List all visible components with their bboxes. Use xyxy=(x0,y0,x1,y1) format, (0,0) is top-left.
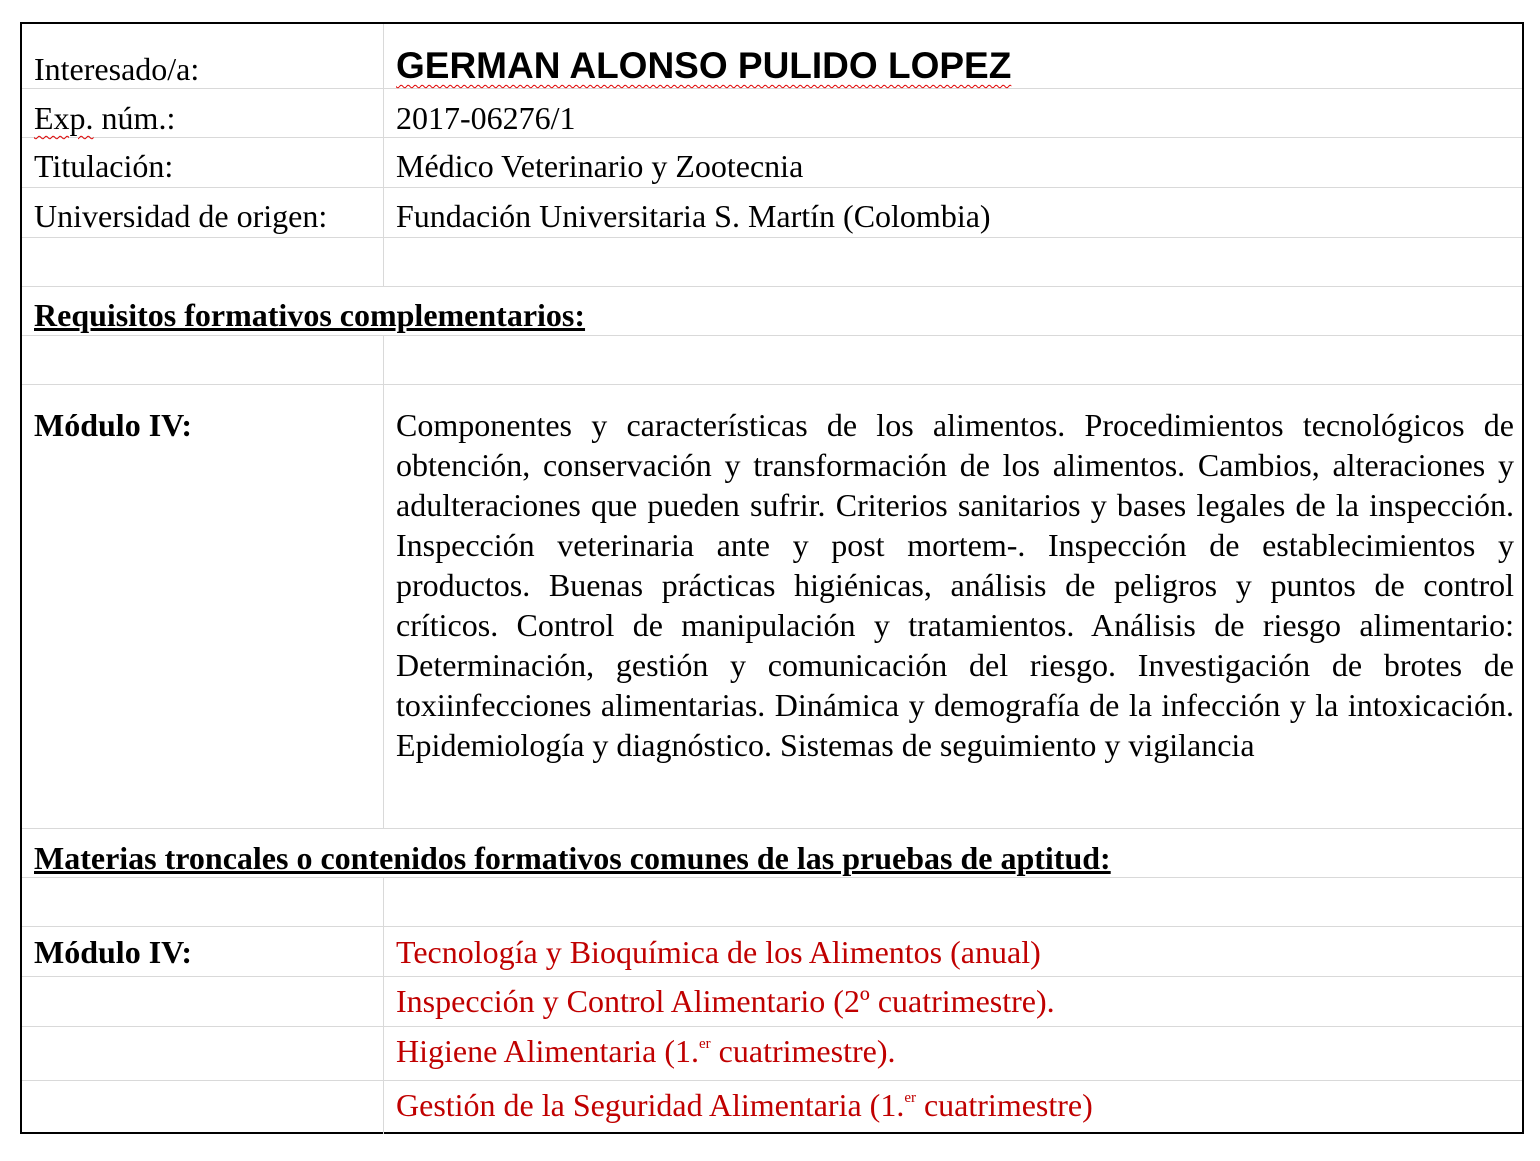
row-materia xyxy=(22,1081,1522,1134)
titulacion-value: Médico Veterinario y Zootecnia xyxy=(396,148,804,184)
row-interesado xyxy=(22,24,1522,89)
expediente-label: Exp. núm.: xyxy=(34,100,176,136)
interesado-label: Interesado/a: xyxy=(34,51,200,87)
materia-item: Tecnología y Bioquímica de los Alimentos (anual) xyxy=(396,934,1041,970)
titulacion-label: Titulación: xyxy=(34,148,174,184)
document-table xyxy=(20,22,1524,1134)
row-expediente xyxy=(22,89,1522,138)
row-materia xyxy=(22,1027,1522,1081)
requisitos-modulo-text: Componentes y características de los alimentos. Procedimientos tecnológicos de obtención, conservación y transformación de los alimentos. Cambios, alteraciones y adulteraciones que pueden sufrir. Criterios sanitarios y bases legales de la inspección. Inspección veterinaria ante y post mortem-. Inspección de establecimientos y productos. Buenas prácticas higiénicas, análisis de peligros y puntos de control críticos. Control de manipulación y tratamientos. Análisis de riesgo alimentario: Determinación, gestión y comunicación del riesgo. Investigación de brotes de toxiinfecciones alimentarias. Dinámica y demografía de la infección y la intoxicación. Epidemiología y diagnóstico. Sistemas de seguimiento y vigilancia xyxy=(396,407,1514,763)
blank-row xyxy=(22,238,1522,287)
materia-item: Inspección y Control Alimentario (2º cuatrimestre). xyxy=(396,983,1055,1019)
requisitos-heading: Requisitos formativos complementarios: xyxy=(34,297,586,333)
expediente-value: 2017-06276/1 xyxy=(396,100,576,136)
row-materia xyxy=(22,927,1522,977)
materias-heading: Materias troncales o contenidos formativos comunes de las pruebas de aptitud: xyxy=(34,840,1111,876)
materias-modulo-label: Módulo IV: xyxy=(34,934,192,970)
row-universidad xyxy=(22,188,1522,238)
row-materia xyxy=(22,977,1522,1027)
blank-row xyxy=(22,336,1522,385)
universidad-value: Fundación Universitaria S. Martín (Colombia) xyxy=(396,198,991,234)
blank-row xyxy=(22,878,1522,927)
row-requisitos-heading xyxy=(22,287,1522,336)
requisitos-modulo-label: Módulo IV: xyxy=(34,407,192,443)
interesado-value: GERMAN ALONSO PULIDO LOPEZ xyxy=(396,45,1012,86)
materia-item: Gestión de la Seguridad Alimentaria (1.$^{er}$ cuatrimestre) xyxy=(396,1087,1093,1123)
universidad-label: Universidad de origen: xyxy=(34,198,328,234)
materia-item: Higiene Alimentaria (1.$^{er}$ cuatrimestre). xyxy=(396,1033,896,1069)
row-materias-heading xyxy=(22,829,1522,878)
row-titulacion xyxy=(22,138,1522,188)
row-requisitos-modulo xyxy=(22,385,1522,829)
